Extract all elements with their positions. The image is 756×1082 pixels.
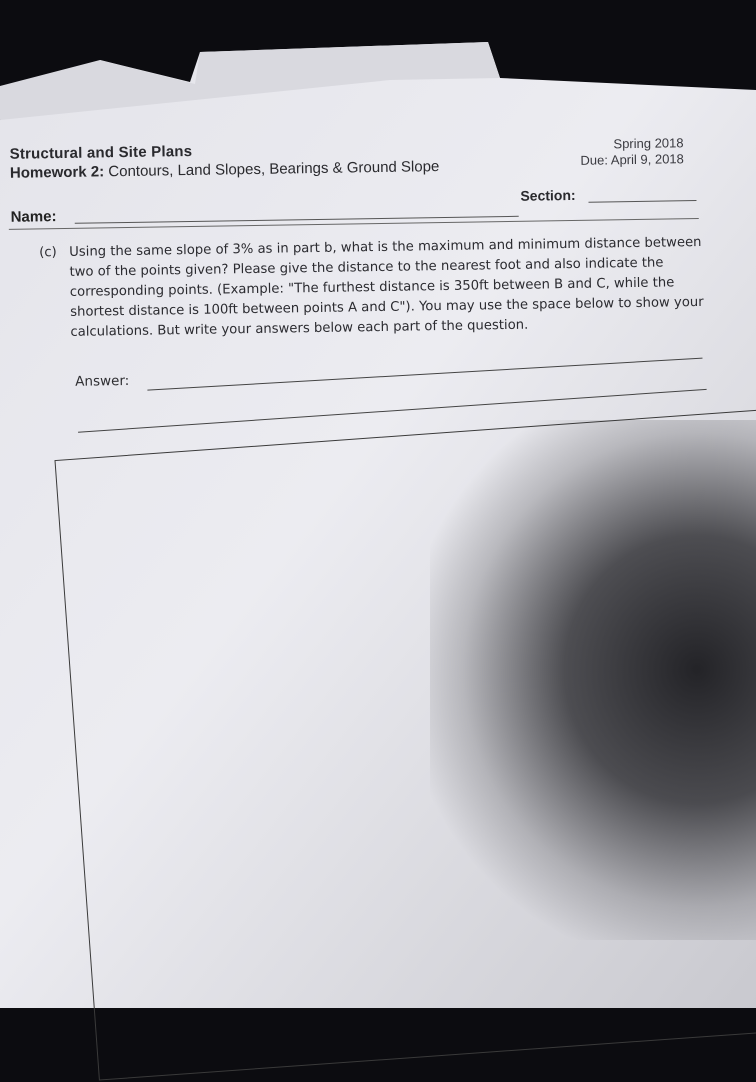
header-left (10, 139, 440, 182)
term: Spring 2018 (613, 135, 684, 152)
question-c (39, 233, 704, 343)
homework-topic: Contours, Land Slopes, Bearings & Ground Slope (108, 158, 440, 181)
header-right (559, 135, 683, 168)
section-label: Section: (520, 186, 576, 204)
due-date: Due: April 9, 2018 (580, 151, 684, 168)
calculation-box[interactable] (54, 406, 756, 1081)
name-label: Name: (10, 208, 57, 226)
section-field[interactable] (588, 200, 696, 203)
homework-label: Homework 2: (9, 163, 105, 182)
header-divider (9, 218, 699, 230)
course-title: Structural and Site Plans (9, 142, 193, 163)
answer-line[interactable] (147, 358, 702, 391)
answer-label: Answer: (75, 372, 130, 390)
question-marker: (c) (39, 245, 57, 261)
question-text: Using the same slope of 3% as in part b, what is the maximum and minimum distance between two of the points given? Please give the distance to the nearest foot and also indicate the corresponding points. (Example: "The furthest distance is 350ft between B and C, while the shortest distance is 100ft between points A and C"). You may use the space below to show your calculations. But write your answers below each part of the question. (69, 234, 704, 340)
